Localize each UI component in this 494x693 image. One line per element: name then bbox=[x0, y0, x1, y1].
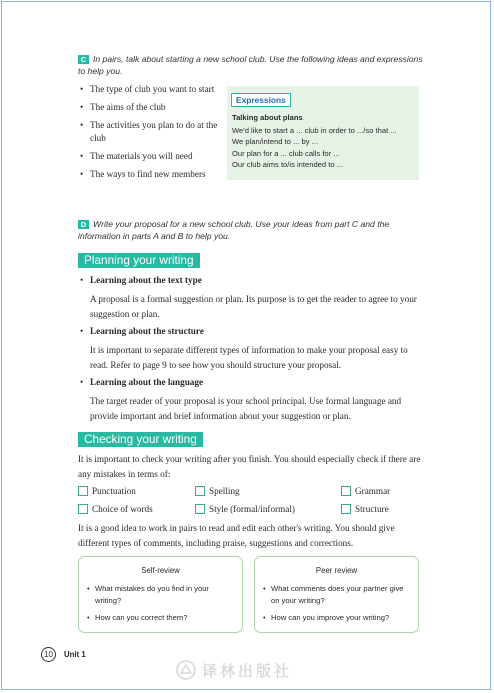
checking-intro: It is important to check your writing after you finish. You should especially check if there are any mistakes in terms of: bbox=[78, 454, 421, 479]
publisher-logo-icon bbox=[175, 659, 197, 681]
peer-review-title: Peer review bbox=[315, 566, 358, 575]
self-review-title: Self-review bbox=[141, 566, 180, 575]
idea-item: • The aims of the club bbox=[80, 101, 220, 114]
checklist-item: Spelling bbox=[195, 486, 240, 496]
peer-review-item: • What comments does your partner give on your writing? bbox=[263, 583, 412, 606]
planning-section bbox=[80, 275, 420, 423]
checkbox[interactable] bbox=[341, 486, 351, 496]
planning-item-heading: Learning about the structure bbox=[90, 326, 204, 336]
self-review-box bbox=[78, 556, 243, 633]
expressions-lines bbox=[232, 125, 397, 171]
planning-item-heading: Learning about the language bbox=[90, 377, 204, 387]
part-c-ideas-list bbox=[80, 83, 220, 186]
planning-item-body: It is important to separate different types of information to make your proposal easy to read. Refer to page 9 to see how you should structure your proposal. bbox=[90, 345, 408, 370]
planning-item: • Learning about the language The target reader of your proposal is your school principal. Use formal language and provide important and brief information about your suggestion or plan. bbox=[80, 377, 420, 423]
idea-item: • The ways to find new members bbox=[80, 168, 220, 181]
planning-item-body: A proposal is a formal suggestion or plan. Its purpose is to get the reader to agree to your suggestion or plan. bbox=[90, 294, 417, 319]
part-c-instruction bbox=[78, 53, 423, 77]
checklist-item: Grammar bbox=[341, 486, 390, 496]
expression-line: We plan/intend to ... by ... bbox=[232, 137, 318, 147]
part-c-letter: C bbox=[78, 55, 89, 64]
planning-item: • Learning about the structure It is important to separate different types of information to make your proposal easy to read. Refer to page 9 to see how you should structure your proposal. bbox=[80, 326, 420, 372]
publisher-name: 译林出版社 bbox=[202, 662, 293, 680]
pairs-text: It is a good idea to work in pairs to read and edit each other's writing. You should give different types of comments, including praise, suggestions and corrections. bbox=[78, 523, 395, 548]
checklist-item: Punctuation bbox=[78, 486, 136, 496]
expressions-subtitle: Talking about plans bbox=[232, 113, 303, 122]
expressions-box bbox=[227, 86, 419, 180]
unit-label: Unit 1 bbox=[64, 650, 86, 659]
part-d-letter: D bbox=[78, 220, 89, 229]
planning-item-heading: Learning about the text type bbox=[90, 275, 202, 285]
self-review-list bbox=[87, 583, 236, 630]
part-c-instruction-text: In pairs, talk about starting a new school club. Use the following ideas and expressions to help you. bbox=[78, 54, 423, 77]
expression-line: We'd like to start a ... club in order to .../so that ... bbox=[232, 126, 397, 135]
peer-review-item: • How can you improve your writing? bbox=[263, 612, 412, 624]
peer-review-box bbox=[254, 556, 419, 633]
planning-item-body: The target reader of your proposal is your school principal. Use formal language and provide important and brief information about your suggestion or plan. bbox=[90, 396, 402, 421]
checkbox[interactable] bbox=[341, 504, 351, 514]
idea-item: • The type of club you want to start bbox=[80, 83, 220, 96]
publisher-watermark bbox=[175, 658, 325, 682]
checklist-item: Style (formal/informal) bbox=[195, 504, 295, 514]
expression-line: Our club aims to/is intended to ... bbox=[232, 160, 344, 170]
checkbox[interactable] bbox=[78, 486, 88, 496]
self-review-item: • What mistakes do you find in your writing? bbox=[87, 583, 236, 606]
self-review-item: • How can you correct them? bbox=[87, 612, 236, 624]
checklist-item: Structure bbox=[341, 504, 389, 514]
checkbox[interactable] bbox=[195, 486, 205, 496]
part-d-instruction bbox=[78, 218, 423, 242]
part-d-instruction-text: Write your proposal for a new school club. Use your ideas from part C and the information in parts A and B to help you. bbox=[78, 219, 390, 242]
idea-item: • The activities you plan to do at the club bbox=[80, 119, 220, 144]
page-number: 10 bbox=[41, 647, 56, 662]
planning-heading: Planning your writing bbox=[78, 253, 200, 268]
expression-line: Our plan for a ... club calls for ... bbox=[232, 148, 340, 158]
checking-heading: Checking your writing bbox=[78, 432, 203, 447]
idea-item: • The materials you will need bbox=[80, 150, 220, 163]
expressions-title: Expressions bbox=[231, 93, 291, 107]
peer-review-list bbox=[263, 583, 412, 630]
checkbox[interactable] bbox=[195, 504, 205, 514]
checkbox[interactable] bbox=[78, 504, 88, 514]
checklist-item: Choice of words bbox=[78, 504, 153, 514]
planning-item: • Learning about the text type A proposal is a formal suggestion or plan. Its purpose is to get the reader to agree to your suggestion or plan. bbox=[80, 275, 420, 321]
